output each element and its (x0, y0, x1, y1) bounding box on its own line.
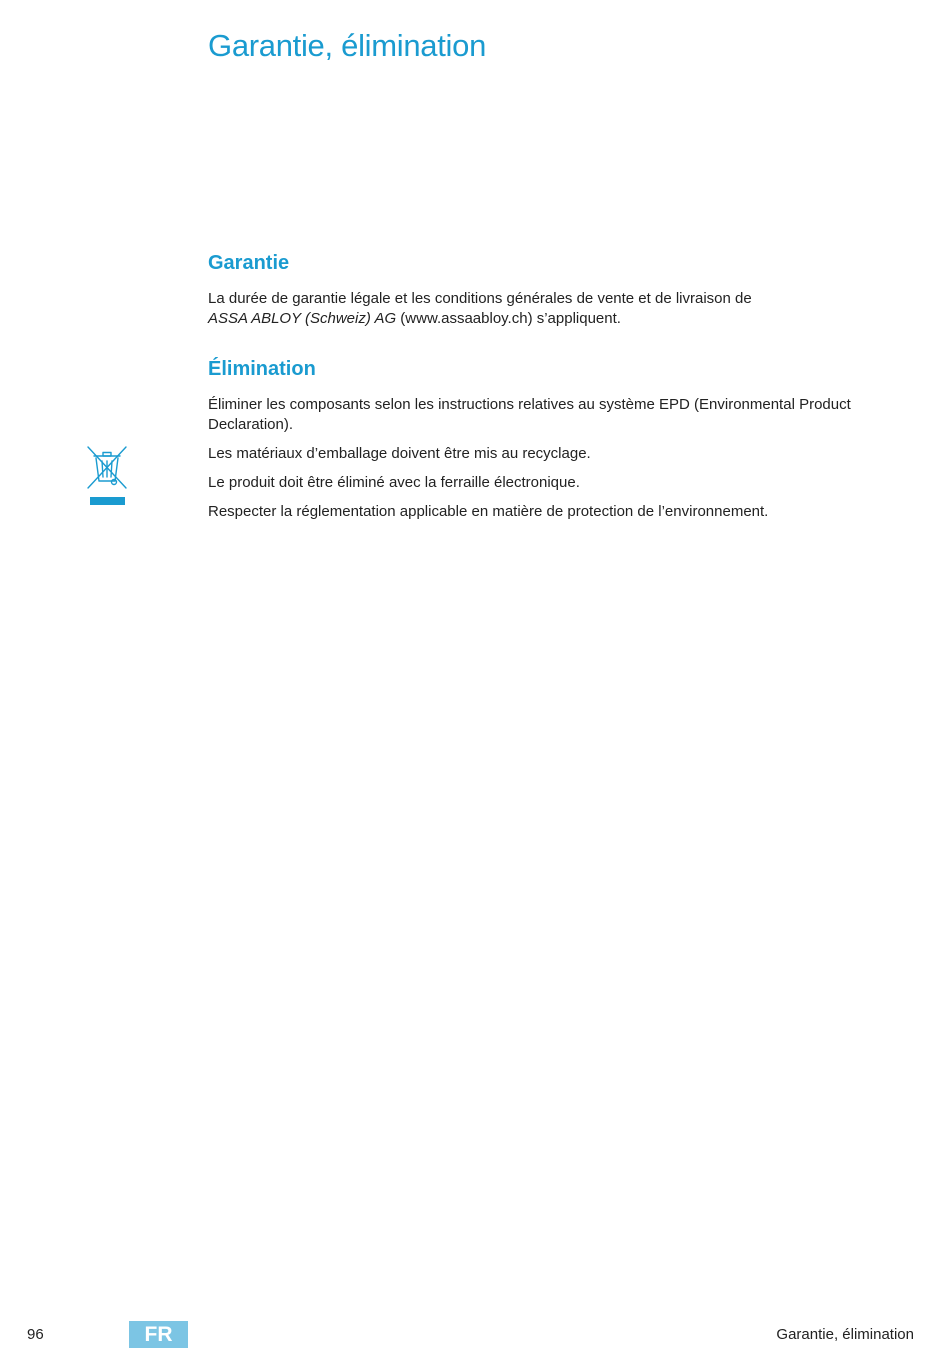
disposal-paragraph-electronic-scrap: Le produit doit être éliminé avec la ferraille électronique. (208, 474, 580, 491)
disposal-paragraph-packaging: Les matériaux d’emballage doivent être mis au recyclage. (208, 445, 591, 462)
warranty-company-name: ASSA ABLOY (Schweiz) AG (208, 310, 397, 327)
page-title: Garantie, élimination (208, 28, 487, 63)
disposal-paragraph-epd: Éliminer les composants selon les instructions relatives au système EPD (Environmental Product Declaration). (208, 396, 851, 433)
warranty-paragraph (208, 289, 858, 329)
disposal-heading: Élimination (208, 358, 316, 380)
warranty-text-line1: La durée de garantie légale et les conditions générales de vente et de livraison de (208, 290, 752, 307)
footer-page-number: 96 (27, 1326, 44, 1343)
footer-language-tab: FR (129, 1321, 188, 1348)
disposal-paragraph-regulations: Respecter la réglementation applicable en matière de protection de l’environnement. (208, 503, 769, 520)
weee-crossed-out-bin-icon (84, 444, 130, 508)
footer-section-label: Garantie, élimination (776, 1326, 914, 1343)
warranty-text-line2: (www.assaabloy.ch) s’appliquent. (396, 310, 621, 327)
warranty-heading: Garantie (208, 252, 290, 274)
